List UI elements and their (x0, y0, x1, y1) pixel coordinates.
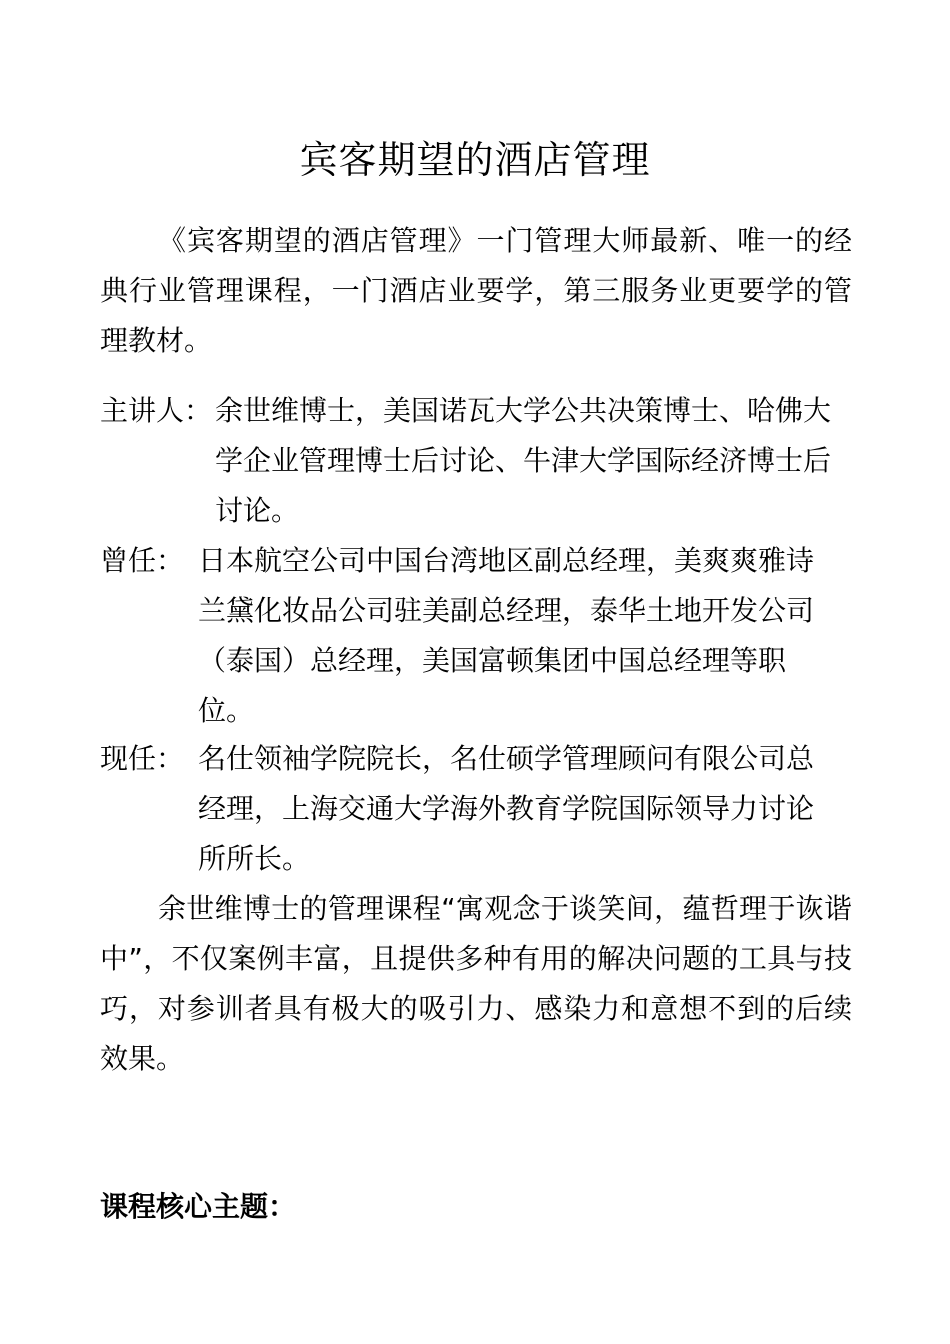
former-positions-entry (100, 536, 852, 736)
summary-paragraph: 余世维博士的管理课程“寓观念于谈笑间，蕴哲理于诙谐中”，不仅案例丰富，且提供多种有用的解决问题的工具与技巧，对参训者具有极大的吸引力、感染力和意想不到的后续效果。 (100, 892, 852, 1075)
lecturer-entry (100, 386, 852, 536)
lecturer-text: 余世维博士，美国诺瓦大学公共决策博士、哈佛大学企业管理博士后讨论、牛津大学国际经济博士后讨论。 (215, 394, 832, 527)
intro-paragraph: 《宾客期望的酒店管理》一门管理大师最新、唯一的经典行业管理课程，一门酒店业要学，第三服务业更要学的管理教材。 (100, 224, 852, 357)
former-positions-label: 曾任： (100, 544, 185, 577)
current-positions-entry (100, 734, 852, 884)
document-title: 宾客期望的酒店管理 (299, 138, 651, 182)
core-topics-heading: 课程核心主题： (100, 1190, 297, 1223)
current-positions-text: 名仕领袖学院院长，名仕硕学管理顾问有限公司总经理，上海交通大学海外教育学院国际领导力讨论所所长。 (198, 742, 815, 875)
lecturer-label: 主讲人： (100, 394, 213, 427)
current-positions-label: 现任： (100, 742, 185, 775)
former-positions-text: 日本航空公司中国台湾地区副总经理，美爽爽雅诗兰黛化妆品公司驻美副总经理，泰华土地开发公司（泰国）总经理，美国富顿集团中国总经理等职位。 (198, 544, 815, 727)
